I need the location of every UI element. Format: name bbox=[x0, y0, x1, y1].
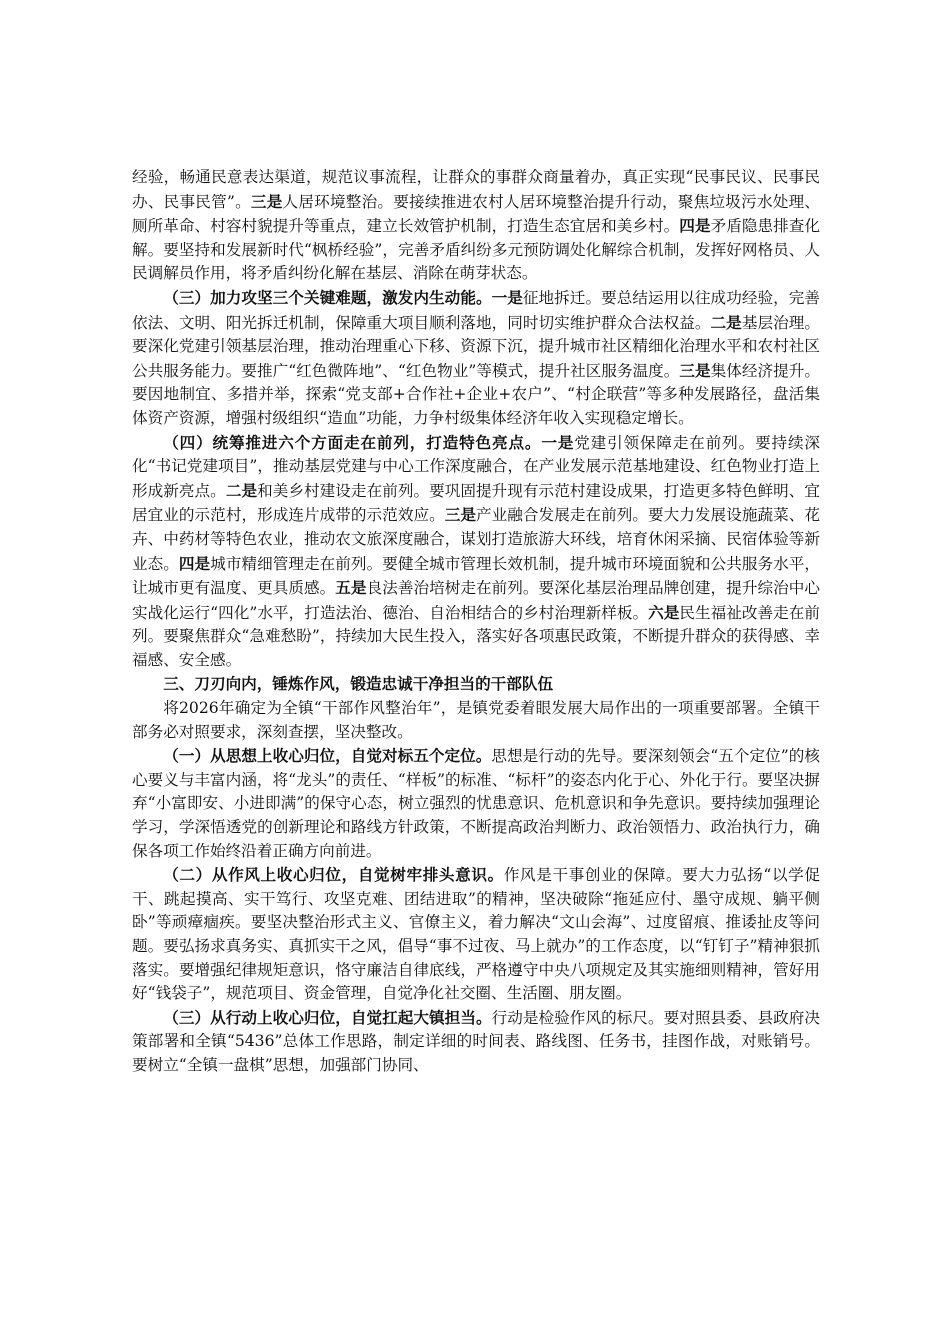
text-run: 行动是检验作风的标尺。要对照县委、县政府决策部署和全镇“5436”总体工作思路，制定详细的时间表、路线图、任务书，挂图作战，对账销号。要树立“全镇一盘棋”思想，加强部门协同、 bbox=[132, 1008, 820, 1074]
text-run: 城市精细管理走在前列。要健全城市管理长效机制，提升城市环境面貌和公共服务水平，让城市更有温度、更具质感。 bbox=[132, 554, 820, 598]
bold-run: 四是 bbox=[679, 216, 711, 236]
text-run: 民生福祉改善走在前列。要聚焦群众“急难愁盼”，持续加大民生投入，落实好各项惠民政策，不断提升群众的获得感、幸福感、安全感。 bbox=[132, 603, 820, 669]
text-run: 经验，畅通民意表达渠道，规范议事流程，让群众的事群众商量着办，真正实现“民事民议、民事民办、民事民管”。 bbox=[132, 168, 820, 211]
bold-run: （三）从行动上收心归位，自觉扛起大镇担当。 bbox=[163, 1007, 492, 1027]
paragraph-4 bbox=[132, 697, 820, 744]
bold-run: 四是 bbox=[178, 553, 211, 573]
paragraph-2 bbox=[132, 286, 820, 431]
text-run: 产业融合发展走在前列。要大力发展设施蔬菜、花卉、中药材等特色农业，推动农文旅深度融合，谋划打造旅游大环线，培育休闲采摘、民宿体验等新业态。 bbox=[132, 506, 820, 573]
text-run: 思想是行动的先导。要深刻领会“五个定位”的核心要义与丰富内涵，将“龙头”的责任、“样板”的标准、“标杆”的姿态内化于心、外化于行。要坚决摒弃“小富即安、小进即满”的保守心态，树立强烈的忧患意识、危机意识和争先意识。要持续加强理论学习，学深悟透党的创新理论和路线方针政策，不断提高政治判断力、政治领悟力、政治执行力，确保各项工作始终沿着正确方向前进。 bbox=[132, 747, 820, 860]
text-run: 征地拆迁。要总结运用以往成功经验，完善依法、文明、阳光拆迁机制，保障重大项目顺利落地，同时切实维护群众合法权益。 bbox=[132, 288, 820, 332]
bold-run: 三是 bbox=[250, 191, 283, 211]
bold-run: 五是 bbox=[335, 578, 367, 598]
text-run: 人居环境整治。要接续推进农村人居环境整治提升行动，聚焦垃圾污水处理、厕所革命、村容村貌提升等重点，建立长效管护机制，打造生态宜居和美乡村。 bbox=[132, 192, 820, 236]
text-run: 作风是干事创业的保障。要大力弘扬“以学促干、跳起摸高、实干笃行、攻坚克难、团结进取”的精神，坚决破除“拖延应付、墨守成规、躺平侧卧”等顽瘴痼疾。要坚决整治形式主义、官僚主义，着力解决“文山会海”、过度留痕、推诿扯皮等问题。要弘扬求真务实、真抓实干之风，倡导“事不过夜、马上就办”的工作态度，以“钉钉子”精神狠抓落实。要增强纪律规矩意识，恪守廉洁自律底线，严格遵守中央八项规定及其实施细则精神，管好用好“钱袋子”，规范项目、资金管理，自觉净化社交圈、生活圈、朋友圈。 bbox=[132, 866, 820, 1003]
bold-run: 三是 bbox=[444, 505, 477, 525]
text-run: 和美乡村建设走在前列。要巩固提升现有示范村建设成果，打造更多特色鲜明、宜居宜业的示范村，形成连片成带的示范效应。 bbox=[132, 481, 820, 525]
text-run: 集体经济提升。要因地制宜、多措并举，探索“党支部+合作社+企业+农户”、“村企联营”等多种发展路径，盘活集体资产资源，增强村级组织“造血”功能，力争村级集体经济年收入实现稳定增长。 bbox=[132, 361, 820, 427]
bold-run: 六是 bbox=[648, 602, 680, 622]
text-run: 基层治理。要深化党建引领基层治理，推动治理重心下移、资源下沉，提升城市社区精细化治理水平和农村社区公共服务能力。要推广“红色微阵地”、“红色物业”等模式，提升社区服务温度。 bbox=[132, 313, 820, 380]
section-heading bbox=[132, 672, 820, 697]
paragraph-7 bbox=[132, 1006, 820, 1078]
section-heading-text: 三、刀刃向内，锤炼作风，锻造忠诚干净担当的干部队伍 bbox=[163, 674, 554, 694]
paragraph-3 bbox=[132, 431, 820, 673]
paragraph-5 bbox=[132, 744, 820, 863]
bold-run: 二是 bbox=[225, 480, 258, 500]
bold-run: （三）加力攻坚三个关键难题，激发内生动能。一是 bbox=[163, 287, 523, 307]
text-run: 良法善治培树走在前列。要深化基层治理品牌创建，提升综治中心实战化运行“四化”水平，打造法治、德治、自治相结合的乡村治理新样板。 bbox=[132, 579, 820, 622]
bold-run: （二）从作风上收心归位，自觉树牢排头意识。 bbox=[163, 865, 504, 885]
bold-run: 三是 bbox=[679, 360, 711, 380]
text-run: 将2026年确定为全镇“干部作风整治年”，是镇党委着眼发展大局作出的一项重要部署。全镇干部务必对照要求，深刻查摆，坚决整改。 bbox=[132, 699, 820, 741]
paragraph-6 bbox=[132, 863, 820, 1006]
bold-run: 二是 bbox=[710, 312, 742, 332]
text-run: 矛盾隐患排查化解。要坚持和发展新时代“枫桥经验”，完善矛盾纠纷多元预防调处化解综合机制，发挥好网格员、人民调解员作用，将矛盾纠纷化解在基层、消除在萌芽状态。 bbox=[132, 217, 820, 283]
document-page bbox=[132, 166, 820, 1078]
bold-run: （一）从思想上收心归位，自觉对标五个定位。 bbox=[163, 746, 492, 766]
bold-run: （四）统筹推进六个方面走在前列，打造特色亮点。一是 bbox=[163, 432, 575, 452]
paragraph-1 bbox=[132, 166, 820, 286]
text-run: 党建引领保障走在前列。要持续深化“书记党建项目”，推动基层党建与中心工作深度融合，在产业发展示范基地建设、红色物业打造上形成新亮点。 bbox=[132, 433, 820, 500]
